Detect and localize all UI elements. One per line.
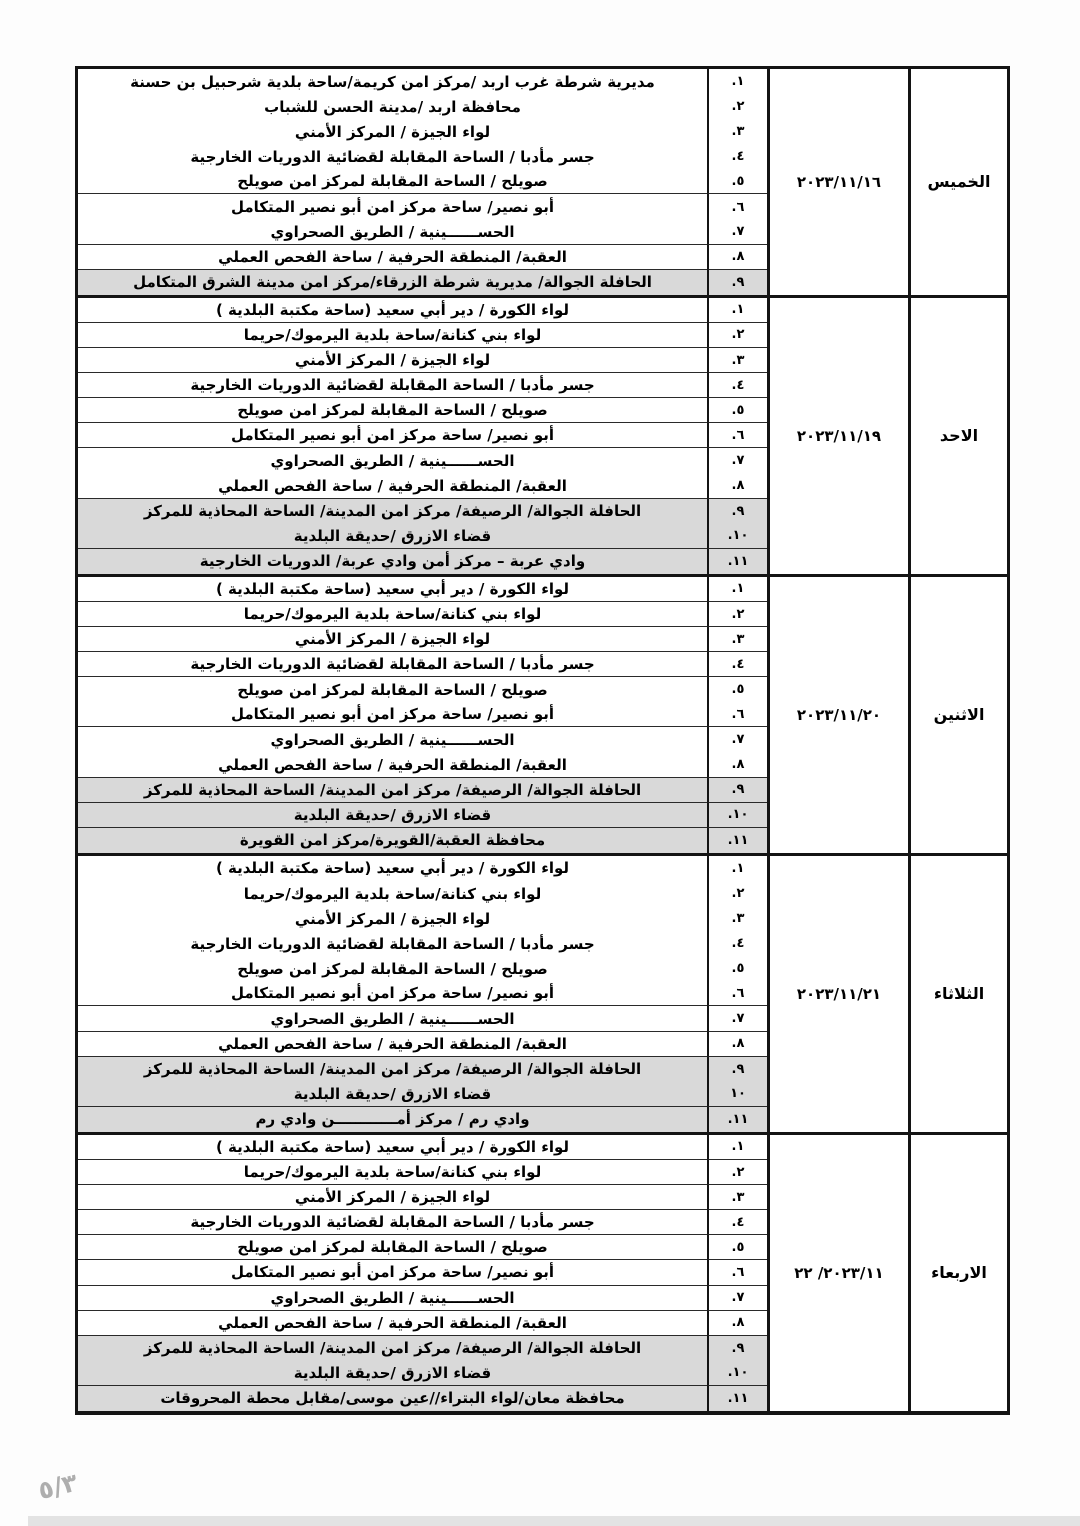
date-cell: ٢٠٢٣/١١/٢١ <box>767 856 908 1132</box>
day-cell: الاربعاء <box>908 1135 1007 1411</box>
row-number-cell: .١٠ <box>707 1361 767 1386</box>
day-block <box>78 298 1007 577</box>
schedule-row <box>78 373 767 398</box>
schedule-row <box>78 753 767 778</box>
schedule-row <box>78 652 767 677</box>
row-location-cell: قضاء الازرق /حديقة البلدية <box>78 1361 707 1386</box>
schedule-row <box>78 1210 767 1235</box>
row-location-cell: العقبة/ المنطقة الحرفية / ساحة الفحص العملي <box>78 474 707 499</box>
schedule-row <box>78 1235 767 1260</box>
schedule-row <box>78 245 767 270</box>
row-location-cell: الحافلة الجوالة/ الرصيفة/ مركز امن المدينة/ الساحة المحاذية للمركز <box>78 778 707 803</box>
schedule-row <box>78 194 767 219</box>
row-location-cell: قضاء الازرق /حديقة البلدية <box>78 803 707 828</box>
day-cell: الخميس <box>908 69 1007 295</box>
rows-column <box>78 1135 767 1411</box>
row-number-cell: .٦ <box>707 423 767 448</box>
row-number-cell: .٤ <box>707 931 767 956</box>
row-number-cell: .٨ <box>707 1311 767 1336</box>
schedule-row <box>78 94 767 119</box>
day-block <box>78 1135 1007 1411</box>
row-number-cell: .٩ <box>707 270 767 295</box>
row-location-cell: الحســــــينية / الطريق الصحراوي <box>78 220 707 245</box>
row-location-cell: لواء الكورة / دير أبي سعيد (ساحة مكتبة البلدية ) <box>78 577 707 602</box>
row-location-cell: الحافلة الجوالة/ الرصيفة/ مركز امن المدينة/ الساحة المحاذية للمركز <box>78 1057 707 1082</box>
scan-edge <box>28 1516 1080 1526</box>
schedule-row <box>78 398 767 423</box>
row-location-cell: لواء بني كنانة/ساحة بلدية اليرموك/حريما <box>243 884 542 903</box>
row-number-cell: .٩ <box>707 499 767 524</box>
row-number-cell: .٩ <box>707 1057 767 1082</box>
row-location-cell: العقبة/ المنطقة الحرفية / ساحة الفحص العملي <box>78 245 707 270</box>
rows-column <box>78 577 767 853</box>
schedule-row <box>78 856 767 881</box>
row-location-cell: أبو نصير/ ساحة مركز امن أبو نصير المتكامل <box>231 198 554 217</box>
row-number-cell: .٥ <box>707 677 767 702</box>
row-location-cell: العقبة/ المنطقة الحرفية / ساحة الفحص العملي <box>78 1311 707 1336</box>
date-cell: ٢٠٢٣/١١/ ٢٢ <box>767 1135 908 1411</box>
schedule-row <box>78 144 767 169</box>
schedule-row <box>78 677 767 702</box>
row-location-cell: العقبة/ المنطقة الحرفية / ساحة الفحص العملي <box>78 1032 707 1057</box>
row-number-cell: .٧ <box>707 220 767 245</box>
row-location-cell: وادي رم / مركز أمــــــــــــن وادي رم <box>78 1107 707 1132</box>
row-number-cell: .١ <box>707 298 767 323</box>
schedule-row <box>78 881 767 906</box>
schedule-row <box>78 524 767 549</box>
row-location-cell: أبو نصير/ ساحة مركز امن أبو نصير المتكامل <box>78 423 707 448</box>
schedule-row <box>78 1260 767 1285</box>
schedule-row <box>78 627 767 652</box>
row-location-cell: لواء بني كنانة/ساحة بلدية اليرموك/حريما <box>78 602 707 627</box>
row-number-cell: .٧ <box>707 448 767 473</box>
row-number-cell: .٧ <box>707 1006 767 1031</box>
row-location-cell: لواء الكورة / دير أبي سعيد (ساحة مكتبة البلدية ) <box>78 1135 707 1160</box>
row-location-cell: محافظة معان/لواء البتراء//عين موسى/مقابل محطة المحروقات <box>78 1386 707 1411</box>
schedule-row <box>78 1386 767 1411</box>
row-number-cell: .٨ <box>707 753 767 778</box>
schedule-row <box>78 1032 767 1057</box>
schedule-row <box>78 1336 767 1361</box>
schedule-row <box>78 981 767 1006</box>
schedule-row <box>78 1185 767 1210</box>
row-location-cell: صويلح / الساحة المقابلة لمركز امن صويلح <box>237 680 548 699</box>
schedule-row <box>78 499 767 524</box>
row-number-cell: .٩ <box>707 1336 767 1361</box>
row-number-cell: .١١ <box>707 1107 767 1132</box>
row-number-cell: .١١ <box>707 1386 767 1411</box>
row-number-cell: .٤ <box>707 144 767 169</box>
row-location-cell: لواء الجيزة / المركز الأمني <box>78 348 707 373</box>
row-location-cell: مديرية شرطة غرب اربد /مركز امن كريمة/ساحة بلدية شرحبيل بن حسنة <box>130 72 655 91</box>
row-location-cell: لواء الجيزة / المركز الأمني <box>294 909 491 928</box>
schedule-row <box>78 906 767 931</box>
row-location-cell: صويلح / الساحة المقابلة لمركز امن صويلح <box>237 959 548 978</box>
schedule-row <box>78 1135 767 1160</box>
row-number-cell: .٩ <box>707 778 767 803</box>
row-location-cell: أبو نصير/ ساحة مركز امن أبو نصير المتكامل <box>78 981 707 1006</box>
row-number-cell: .٤ <box>707 1210 767 1235</box>
row-location-cell: جسر مأدبا / الساحة المقابلة لقضائية الدوريات الخارجية <box>78 1210 707 1235</box>
schedule-row <box>78 1361 767 1386</box>
schedule-row <box>78 778 767 803</box>
row-number-cell: .١ <box>707 69 767 94</box>
row-number-cell: .٣ <box>707 119 767 144</box>
row-number-cell: .٦ <box>707 1260 767 1285</box>
row-number-cell: .٦ <box>707 981 767 1006</box>
row-location-cell: أبو نصير/ ساحة مركز امن أبو نصير المتكامل <box>78 1260 707 1285</box>
row-location-cell: الحســــــينية / الطريق الصحراوي <box>270 451 515 470</box>
schedule-row <box>78 577 767 602</box>
row-number-cell: .٦ <box>707 194 767 219</box>
rows-column <box>78 298 767 574</box>
row-location-cell: لواء الكورة / دير أبي سعيد (ساحة مكتبة البلدية ) <box>215 859 570 878</box>
row-number-cell: .٧ <box>707 727 767 752</box>
row-number-cell: ١٠ <box>707 1082 767 1107</box>
row-location-cell: الحافلة الجوالة/ الرصيفة/ مركز امن المدينة/ الساحة المحاذية للمركز <box>78 1336 707 1361</box>
schedule-row <box>78 298 767 323</box>
row-number-cell: .١٠ <box>707 803 767 828</box>
row-location-cell: لواء الكورة / دير أبي سعيد (ساحة مكتبة البلدية ) <box>78 298 707 323</box>
row-location-cell: لواء الجيزة / المركز الأمني <box>78 627 707 652</box>
schedule-row <box>78 69 767 94</box>
schedule-row <box>78 348 767 373</box>
row-location-cell: لواء الجيزة / المركز الأمني <box>78 1185 707 1210</box>
schedule-row <box>78 1082 767 1107</box>
date-cell: ٢٠٢٣/١١/١٩ <box>767 298 908 574</box>
row-location-cell: الحافلة الجوالة/ الرصيفة/ مركز امن المدينة/ الساحة المحاذية للمركز <box>78 499 707 524</box>
row-number-cell: .٢ <box>707 881 767 906</box>
schedule-row <box>78 727 767 752</box>
row-location-cell: أبو نصير/ ساحة مركز امن أبو نصير المتكامل <box>78 702 707 727</box>
row-location-cell: جسر مأدبا / الساحة المقابلة لقضائية الدوريات الخارجية <box>190 147 595 166</box>
row-location-cell: قضاء الازرق /حديقة البلدية <box>78 1082 707 1107</box>
day-block <box>78 69 1007 298</box>
row-location-cell: العقبة/ المنطقة الحرفية / ساحة الفحص العملي <box>78 753 707 778</box>
row-number-cell: .٨ <box>707 1032 767 1057</box>
schedule-row <box>78 602 767 627</box>
row-number-cell: .٧ <box>707 1286 767 1311</box>
schedule-table <box>75 66 1010 1415</box>
day-block <box>78 577 1007 856</box>
row-location-cell: الحســــــينية / الطريق الصحراوي <box>78 1006 707 1031</box>
row-number-cell: .٢ <box>707 602 767 627</box>
row-number-cell: .١ <box>707 856 767 881</box>
schedule-row <box>78 474 767 499</box>
row-number-cell: .١١ <box>707 549 767 574</box>
schedule-row <box>78 169 767 194</box>
row-number-cell: .٢ <box>707 1160 767 1185</box>
row-number-cell: .٨ <box>707 245 767 270</box>
row-number-cell: .٢ <box>707 94 767 119</box>
schedule-row <box>78 270 767 295</box>
row-number-cell: .٥ <box>707 1235 767 1260</box>
row-number-cell: .٣ <box>707 1185 767 1210</box>
row-location-cell: لواء بني كنانة/ساحة بلدية اليرموك/حريما <box>78 1160 707 1185</box>
row-location-cell: جسر مأدبا / الساحة المقابلة لقضائية الدوريات الخارجية <box>78 373 707 398</box>
row-location-cell: محافظة اربد /مدينة الحسن للشباب <box>264 97 521 116</box>
row-number-cell: .٣ <box>707 627 767 652</box>
row-number-cell: .٦ <box>707 702 767 727</box>
row-location-cell: لواء بني كنانة/ساحة بلدية اليرموك/حريما <box>78 323 707 348</box>
row-number-cell: .٥ <box>707 956 767 981</box>
row-location-cell: جسر مأدبا / الساحة المقابلة لقضائية الدوريات الخارجية <box>190 934 595 953</box>
rows-column <box>78 69 767 295</box>
schedule-row <box>78 702 767 727</box>
date-cell: ٢٠٢٣/١١/١٦ <box>767 69 908 295</box>
schedule-row <box>78 1286 767 1311</box>
row-number-cell: .١٠ <box>707 524 767 549</box>
row-location-cell: وادي عربة – مركز أمن وادي عربة/ الدوريات الخارجية <box>78 549 707 574</box>
schedule-row <box>78 549 767 574</box>
schedule-row <box>78 803 767 828</box>
row-location-cell: صويلح / الساحة المقابلة لمركز امن صويلح <box>78 1235 707 1260</box>
row-location-cell: صويلح / الساحة المقابلة لمركز امن صويلح <box>78 169 707 194</box>
schedule-row <box>78 931 767 956</box>
schedule-row <box>78 1311 767 1336</box>
row-number-cell: .٨ <box>707 474 767 499</box>
row-number-cell: .١١ <box>707 828 767 853</box>
schedule-row <box>78 1057 767 1082</box>
day-cell: الاثنين <box>908 577 1007 853</box>
schedule-row <box>78 1107 767 1132</box>
schedule-row <box>78 423 767 448</box>
row-location-cell: قضاء الازرق /حديقة البلدية <box>78 524 707 549</box>
row-location-cell: الحافلة الجوالة/ مديرية شرطة الزرقاء/مركز امن مدينة الشرق المتكامل <box>78 270 707 295</box>
schedule-row <box>78 828 767 853</box>
row-location-cell: الحســــــينية / الطريق الصحراوي <box>78 1286 707 1311</box>
row-number-cell: .٥ <box>707 169 767 194</box>
schedule-row <box>78 448 767 473</box>
row-number-cell: .٣ <box>707 348 767 373</box>
row-location-cell: لواء الجيزة / المركز الأمني <box>294 122 491 141</box>
row-number-cell: .٤ <box>707 652 767 677</box>
row-number-cell: .١ <box>707 577 767 602</box>
row-number-cell: .٤ <box>707 373 767 398</box>
schedule-row <box>78 119 767 144</box>
schedule-row <box>78 323 767 348</box>
row-location-cell: جسر مأدبا / الساحة المقابلة لقضائية الدوريات الخارجية <box>78 652 707 677</box>
row-location-cell: الحســــــينية / الطريق الصحراوي <box>270 730 515 749</box>
row-location-cell: صويلح / الساحة المقابلة لمركز امن صويلح <box>78 398 707 423</box>
day-block <box>78 856 1007 1135</box>
day-cell: الاحد <box>908 298 1007 574</box>
row-number-cell: .١ <box>707 1135 767 1160</box>
row-location-cell: محافظة العقبة/القويرة/مركز امن القويرة <box>78 828 707 853</box>
row-number-cell: .٣ <box>707 906 767 931</box>
schedule-row <box>78 220 767 245</box>
day-cell: الثلاثاء <box>908 856 1007 1132</box>
schedule-row <box>78 1006 767 1031</box>
schedule-row <box>78 956 767 981</box>
date-cell: ٢٠٢٣/١١/٢٠ <box>767 577 908 853</box>
schedule-row <box>78 1160 767 1185</box>
page-number: ٥/٣ <box>35 1467 81 1506</box>
row-number-cell: .٢ <box>707 323 767 348</box>
row-number-cell: .٥ <box>707 398 767 423</box>
rows-column <box>78 856 767 1132</box>
